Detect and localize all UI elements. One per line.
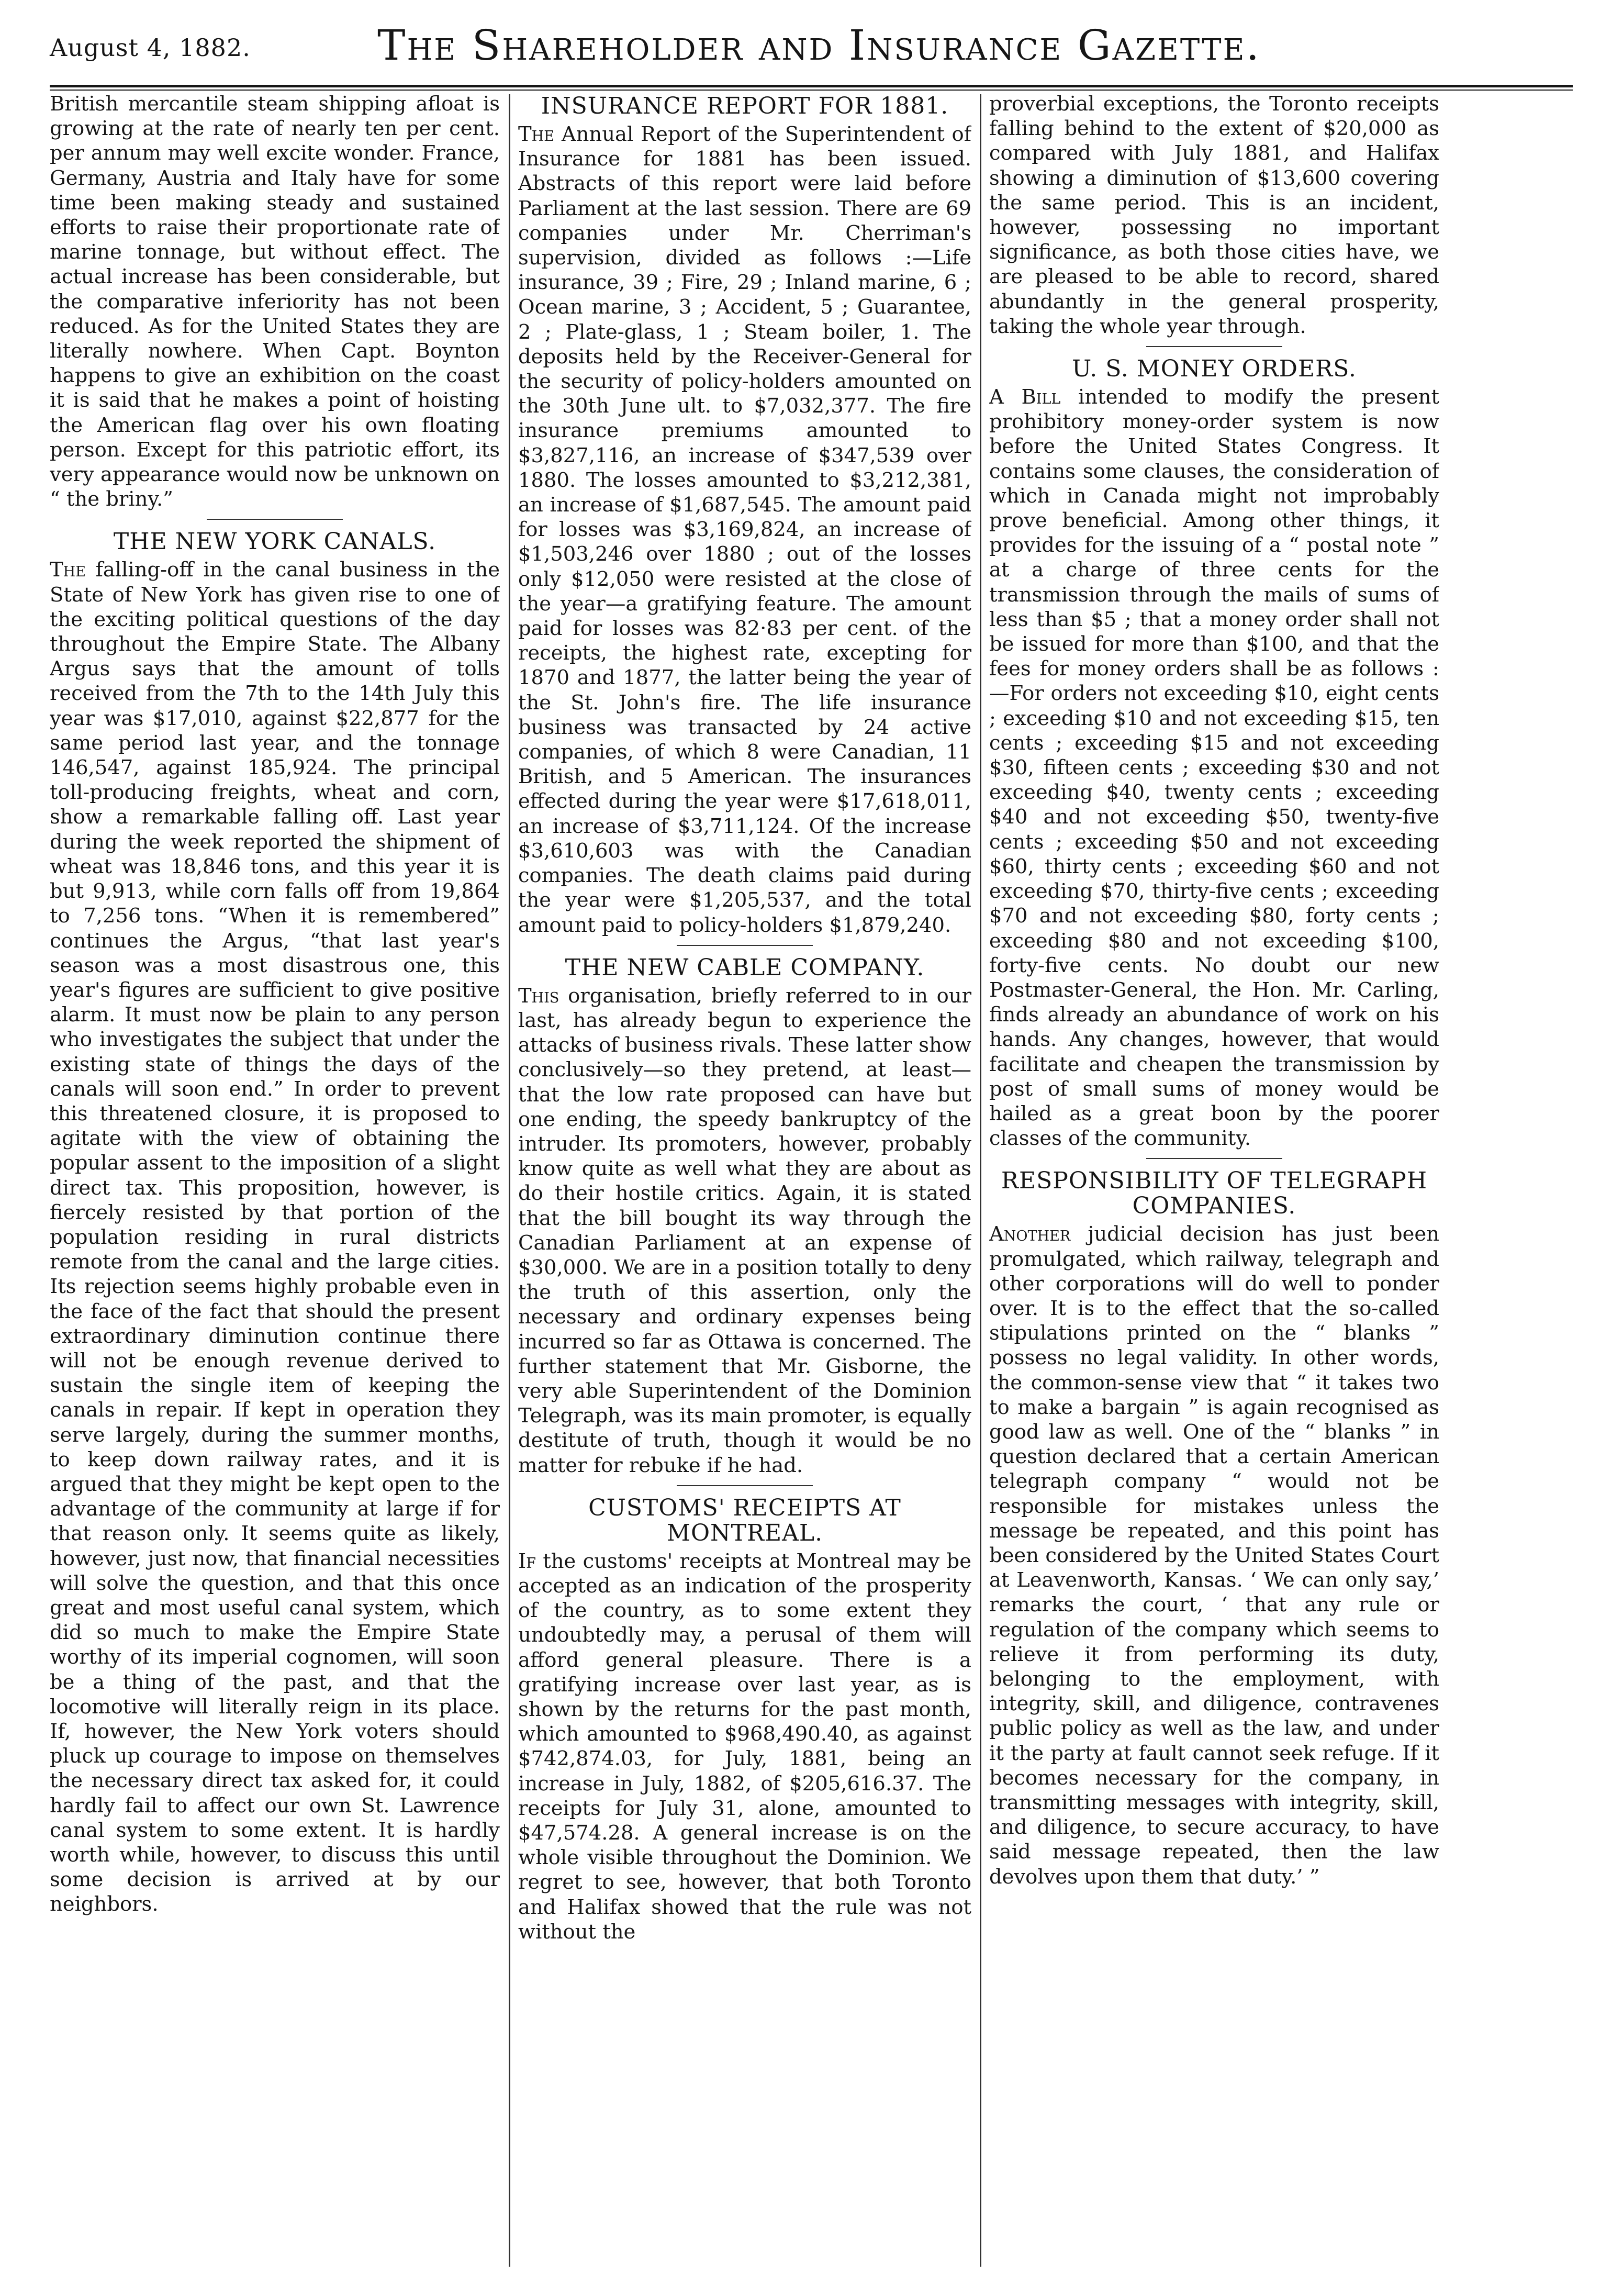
article-heading: THE NEW CABLE COMPANY. xyxy=(565,954,925,981)
lead-word: A Bill xyxy=(989,385,1061,409)
newspaper-title: The Shareholder and Insurance Gazette. xyxy=(377,21,1261,70)
lead-word: The xyxy=(518,122,554,146)
article-heading: U. S. MONEY ORDERS. xyxy=(1072,355,1357,383)
article-text: the customs' receipts at Montreal may be accepted as an indication of the prosperity of the country, as to some extent they undoubtedly may, a perusal of them will afford general pleasure. There is a gratifying increase over last year, as is shown by the returns for the past month, which amounted to $968,490.40, as against $742,874.03, for July, 1881, being an increase in July, 1882, of $205,616.37. The receipts for July 31, alone, amounted to $47,574.28. A general increase is on the whole visible throughout the Dominion. We regret to see, however, that both Toronto and Halifax showed that the rule was not without the xyxy=(518,1549,971,1944)
lead-word: Another xyxy=(989,1222,1071,1246)
article-paragraph xyxy=(989,385,1439,1151)
section-divider xyxy=(1146,346,1282,347)
column-2 xyxy=(518,92,971,2285)
lead-word: If xyxy=(518,1549,536,1573)
section-divider xyxy=(207,519,343,520)
section-divider xyxy=(1146,1158,1282,1159)
column-rule xyxy=(980,94,981,2267)
header-rule xyxy=(50,85,1573,87)
lead-word: This xyxy=(518,984,559,1008)
header-rule-thin xyxy=(50,90,1573,91)
article-heading: INSURANCE REPORT FOR 1881. xyxy=(541,93,949,119)
page-header xyxy=(50,21,1588,79)
section-divider xyxy=(677,945,813,946)
article-heading: THE NEW YORK CANALS. xyxy=(113,528,436,555)
article-paragraph xyxy=(518,1549,971,1944)
article-text: intended to modify the present prohibitory money-order system is now before the United States Congress. It contains some clauses, the consideration of which in Canada might not improbably prove beneficial. Among other things, it provides for the issuing of a “ postal note ” at a charge of three cents for the transmission through the mails of sums of less than $5 ; that a money order shall not be issued for more than $100, and that the fees for money orders shall be as follows :—For orders not exceeding $10, eight cents ; exceeding $10 and not exceeding $15, ten cents ; exceeding $15 and not exceeding $30, fifteen cents ; exceeding $30 and not exceeding $40, twenty cents ; exceeding $40 and not exceeding $50, twenty-five cents ; exceeding $50 and not exceeding $60, thirty cents ; exceeding $60 and not exceeding $70, thirty-five cents ; exceeding $70 and not exceeding $80, forty cents ; exceeding $80 and not exceeding $100, forty-five cents. No doubt our new Postmaster-General, the Hon. Mr. Carling, finds already an abundance of work on his hands. Any changes, however, that would facilitate and cheapen the transmission by post of small sums of money would be hailed as a great boon by the poorer classes of the community. xyxy=(989,385,1439,1151)
page-date: August 4, 1882. xyxy=(50,34,251,62)
section-divider xyxy=(677,1485,813,1486)
column-3 xyxy=(989,92,1439,2285)
article-text: Annual Report of the Superintendent of Insurance for 1881 has been issued. Abstracts of this report were laid before Parliament at the last session. There are 69 companies under Mr. Cherriman's supervision, divided as follows :—Life insurance, 39 ; Fire, 29 ; Inland marine, 6 ; Ocean marine, 3 ; Accident, 5 ; Guarantee, 2 ; Plate-glass, 1 ; Steam boiler, 1. The deposits held by the Receiver-General for the security of policy-holders amounted on the 30th June ult. to $7,032,377. The fire insurance premiums amounted to $3,827,116, an increase of $347,539 over 1880. The losses amounted to $3,212,381, an increase of $1,687,545. The amount paid for losses was $3,169,824, an increase of $1,503,246 over 1880 ; out of the losses only $12,050 were resisted at the close of the year—a gratifying feature. The amount paid for losses was 82·83 per cent. of the receipts, the highest rate, excepting for 1870 and 1877, the latter being the year of the St. John's fire. The life insurance business was transacted by 24 active companies, of which 8 were Canadian, 11 British, and 5 American. The insurances effected during the year were $17,618,011, an increase of $3,711,124. Of the increase $3,610,603 was with the Canadian companies. The death claims paid during the year were $1,205,537, and the total amount paid to policy-holders $1,879,240. xyxy=(518,122,971,937)
column-1 xyxy=(50,92,500,2285)
article-paragraph xyxy=(50,558,500,1916)
article-paragraph xyxy=(518,122,971,938)
article-text: falling-off in the canal business in the State of New York has given rise to one of the exciting political questions of the day throughout the Empire State. The Albany Argus says that the amount of tolls received from the 7th to the 14th July this year was $17,010, against $22,877 for the same period last year, and the tonnage 146,547, against 185,924. The principal toll-producing freights, wheat and corn, show a remarkable falling off. Last year during the week reported the shipment of wheat was 18,846 tons, and this year it is but 9,913, while corn falls off from 19,864 to 7,256 tons. “When it is remembered” continues the Argus, “that last year's season was a most disastrous one, this year's figures are sufficient to give positive alarm. It must now be plain to any person who investigates the subject that under the existing state of things the days of the canals will soon end.” In order to prevent this threatened closure, it is proposed to agitate with the view of obtaining the popular assent to the imposition of a slight direct tax. This proposition, however, is fiercely resisted by that portion of the population residing in rural districts remote from the canal and the large cities. Its rejection seems highly probable even in the face of the fact that should the present extraordinary diminution continue there will not be enough revenue derived to sustain the single item of keeping the canals in repair. If kept in operation they serve largely, during the summer months, to keep down railway rates, and it is argued that they might be kept open to the advantage of the community at large if for that reason only. It seems quite as likely, however, just now, that financial necessities will solve the question, and that this once great and most useful canal system, which did so much to make the Empire State worthy of its imperial cognomen, will soon be a thing of the past, and that the locomotive will literally reign in its place. If, however, the New York voters should pluck up courage to impose on themselves the necessary direct tax asked for, it could hardly fail to affect our own St. Lawrence canal system to some extent. It is hardly worth while, however, to discuss this until some decision is arrived at by our neighbors. xyxy=(50,558,500,1916)
article-heading: CUSTOMS' RECEIPTS AT MONTREAL. xyxy=(588,1494,901,1546)
article-paragraph xyxy=(518,984,971,1478)
article-heading: RESPONSIBILITY OF TELEGRAPH COMPANIES. xyxy=(1001,1167,1428,1220)
lead-word: The xyxy=(50,558,86,582)
column-rule xyxy=(509,94,510,2267)
article-paragraph: British mercantile steam shipping afloat is growing at the rate of nearly ten per cent. per annum may well excite wonder. France, Germany, Austria and Italy have for some time been making steady and sustained efforts to raise their proportionate rate of marine tonnage, but without effect. The actual increase has been considerable, but the comparative inferiority has not been reduced. As for the United States they are literally nowhere. When Capt. Boynton happens to give an exhibition on the coast it is said that he makes a point of hoisting the American flag over his own floating person. Except for this patriotic effort, its very appearance would now be unknown on “ the briny.” xyxy=(50,92,500,511)
article-paragraph xyxy=(989,1222,1439,1889)
article-paragraph: proverbial exceptions, the Toronto receipts falling behind to the extent of $20,000 as compared with July 1881, and Halifax showing a diminution of $13,600 covering the same period. This is an incident, however, possessing no important significance, as both those cities have, we are pleased to be able to record, shared abundantly in the general prosperity, taking the whole year through. xyxy=(989,92,1439,338)
article-text: organisation, briefly referred to in our last, has already begun to experience the attacks of business rivals. These latter show conclusively—so they pretend, at least—that the low rate proposed can have but one ending, the speedy bankruptcy of the intruder. Its promoters, however, probably know quite as well what they are about as do their hostile critics. Again, it is stated that the bill bought its way through the Canadian Parliament at an expense of $30,000. We are in a position totally to deny the truth of this assertion, only the necessary and ordinary expenses being incurred so far as Ottawa is concerned. The further statement that Mr. Gisborne, the very able Superintendent of the Dominion Telegraph, was its main promoter, is equally destitute of truth, though it would be no matter for rebuke if he had. xyxy=(518,984,971,1477)
article-text: judicial decision has just been promulgated, which railway, telegraph and other corporations will do well to ponder over. It is to the effect that the so-called stipulations printed on the “ blanks ” possess no legal validity. In other words, the common-sense view that “ it takes two to make a bargain ” is again recognised as good law as well. One of the “ blanks ” in question declared that a certain American telegraph company “ would not be responsible for mistakes unless the message be repeated, and this point has been considered by the United States Court at Leavenworth, Kansas. ‘ We can only say,’ remarks the court, ‘ that any rule or regulation of the company which seems to relieve it from performing its duty, belonging to the employment, with integrity, skill, and diligence, contravenes public policy as well as the law, and under it the party at fault cannot seek refuge. If it becomes necessary for the company, in transmitting messages with integrity, skill, and diligence, to secure accuracy, to have said message repeated, then the law devolves upon them that duty.’ ” xyxy=(989,1222,1439,1889)
